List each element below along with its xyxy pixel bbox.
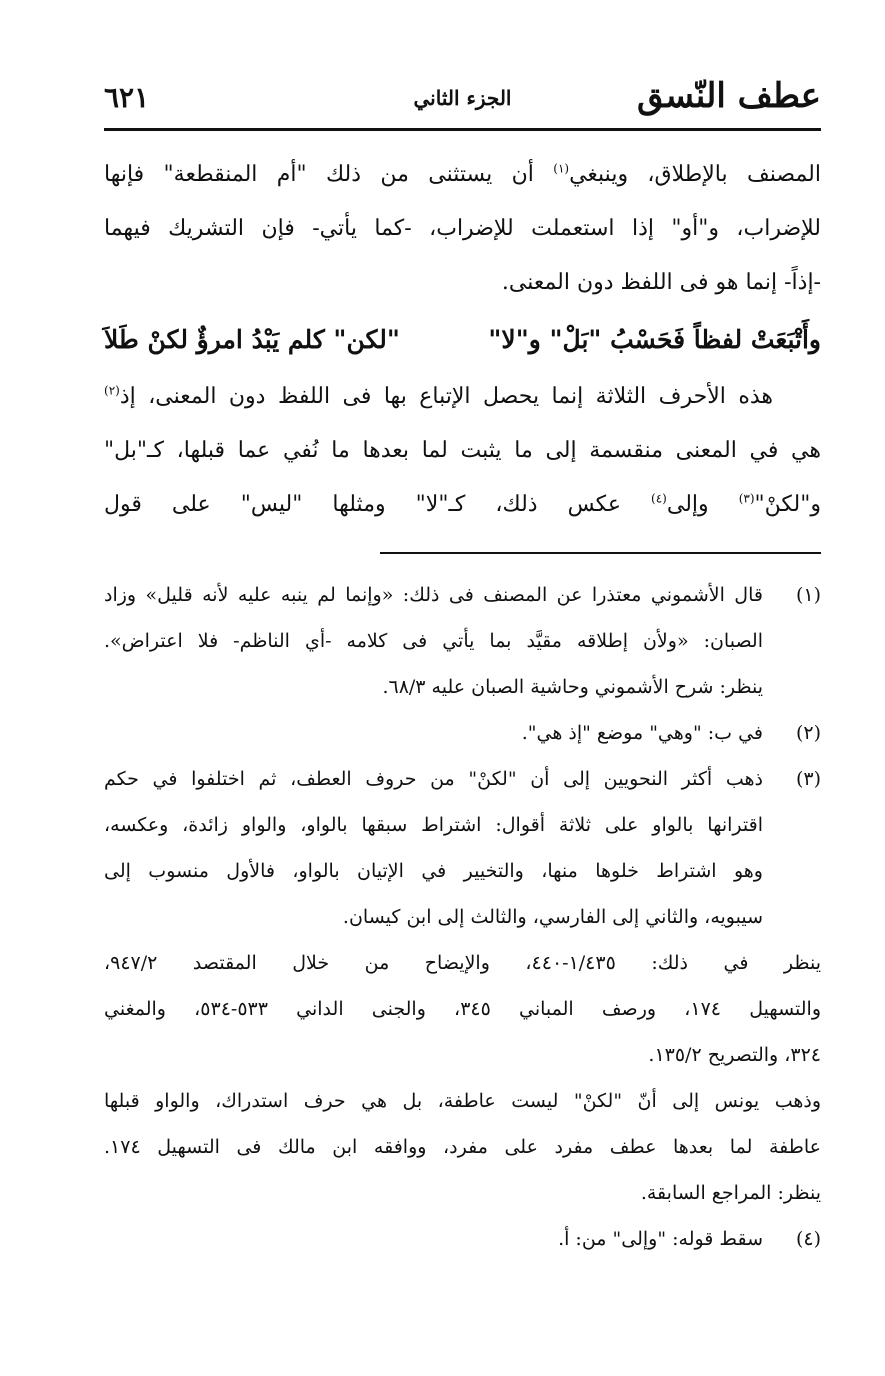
body-line: هذه الأحرف الثلاثة إنما يحصل الإتباع بها فى اللفظ دون المعنى، إذ$^{(٢)}$ xyxy=(104,383,773,409)
footnote-ref: (٢) xyxy=(104,383,120,398)
header-rule xyxy=(104,128,821,131)
footnote-line: عاطفة لما بعدها عطف مفرد على مفرد، ووافقه ابن مالك فى التسهيل ١٧٤. xyxy=(104,1136,821,1158)
footnote-line: ذهب أكثر النحويين إلى أن "لكنْ" من حروف العطف، ثم اختلفوا في حكم xyxy=(104,768,763,790)
footnote-1 xyxy=(104,572,821,710)
footnote-line: ينظر: شرح الأشموني وحاشية الصبان عليه ٦٨/٣. xyxy=(382,676,763,698)
footnote-line: ينظر في ذلك: ١/٤٣٥-٤٤٠، والإيضاح من خلال المقتصد ٩٤٧/٢، xyxy=(104,952,821,974)
page-header xyxy=(104,74,821,124)
footnote-number: (٢) xyxy=(795,722,821,744)
footnote-4 xyxy=(104,1216,821,1262)
footnote-ref: (١) xyxy=(553,161,570,176)
footnote-line: قال الأشموني معتذرا عن المصنف فى ذلك: «وإنما لم ينبه عليه لأنه قليل» وزاد xyxy=(104,584,763,606)
footnote-3 xyxy=(104,756,821,1216)
body-line: للإضراب، و"أو" إذا استعملت للإضراب، -كما يأتي- فإن التشريك فيهما xyxy=(104,216,821,241)
verse-first-hemistich: وأَتْبَعَتْ لفظاً فَحَسْبُ "بَلْ" و"لا" xyxy=(488,325,821,354)
poetry-verse xyxy=(104,310,821,370)
footnote-line: اقترانها بالواو على ثلاثة أقوال: اشتراط سبقها بالواو، والواو زائدة، وعكسه، xyxy=(104,814,763,836)
main-text xyxy=(104,148,821,532)
footnote-line: ٣٢٤، والتصريح ١٣٥/٢. xyxy=(648,1044,821,1066)
footnote-separator xyxy=(380,552,821,554)
part-title: الجزء الثاني xyxy=(413,86,512,110)
footnote-line: ينظر: المراجع السابقة. xyxy=(640,1182,821,1204)
footnote-2 xyxy=(104,710,821,756)
footnote-line: الصبان: «ولأن إطلاقه مقيَّد بما يأتي فى كلامه -أي الناظم- فلا اعتراض». xyxy=(104,630,763,652)
footnote-line: وهو اشتراط خلوها منها، والتخيير في الإتيان بالواو، فالأول منسوب إلى xyxy=(104,860,763,882)
footnote-line: سقط قوله: "وإلى" من: أ. xyxy=(558,1228,763,1250)
body-line: هي في المعنى منقسمة إلى ما يثبت لما بعدها ما نُفي عما قبلها، كـ"بل" xyxy=(104,438,821,463)
footnote-number: (٣) xyxy=(795,768,821,790)
footnote-ref: (٣) xyxy=(738,491,755,506)
footnote-number: (٤) xyxy=(795,1228,821,1250)
footnote-line: سيبويه، والثاني إلى الفارسي، والثالث إلى ابن كيسان. xyxy=(342,906,763,928)
body-line: المصنف بالإطلاق، وينبغي$^{(١)}$ أن يستثنى من ذلك "أم المنقطعة" فإنها xyxy=(104,161,821,187)
page-number: ٦٢١ xyxy=(104,81,150,114)
footnote-line: والتسهيل ١٧٤، ورصف المباني ٣٤٥، والجنى الداني ٥٣٣-٥٣٤، والمغني xyxy=(104,998,821,1020)
footnotes xyxy=(104,572,821,1262)
verse-second-hemistich: "لكن" كلم يَبْدُ امرؤٌ لكنْ طَلاَ xyxy=(104,325,400,354)
chapter-title: عطف النّسق xyxy=(637,76,821,116)
footnote-line: في ب: "وهي" موضع "إذ هي". xyxy=(521,722,763,744)
footnote-ref: (٤) xyxy=(651,491,667,506)
body-line: -إذاً- إنما هو فى اللفظ دون المعنى. xyxy=(501,270,821,295)
footnote-line: وذهب يونس إلى أنّ "لكنْ" ليست عاطفة، بل هي حرف استدراك، والواو قبلها xyxy=(104,1090,821,1112)
footnote-number: (١) xyxy=(795,584,821,606)
body-line: و"لكنْ"$^{(٣)}$ وإلى$^{(٤)}$ عكس ذلك، كـ"لا" ومثلها "ليس" على قول xyxy=(104,491,821,517)
